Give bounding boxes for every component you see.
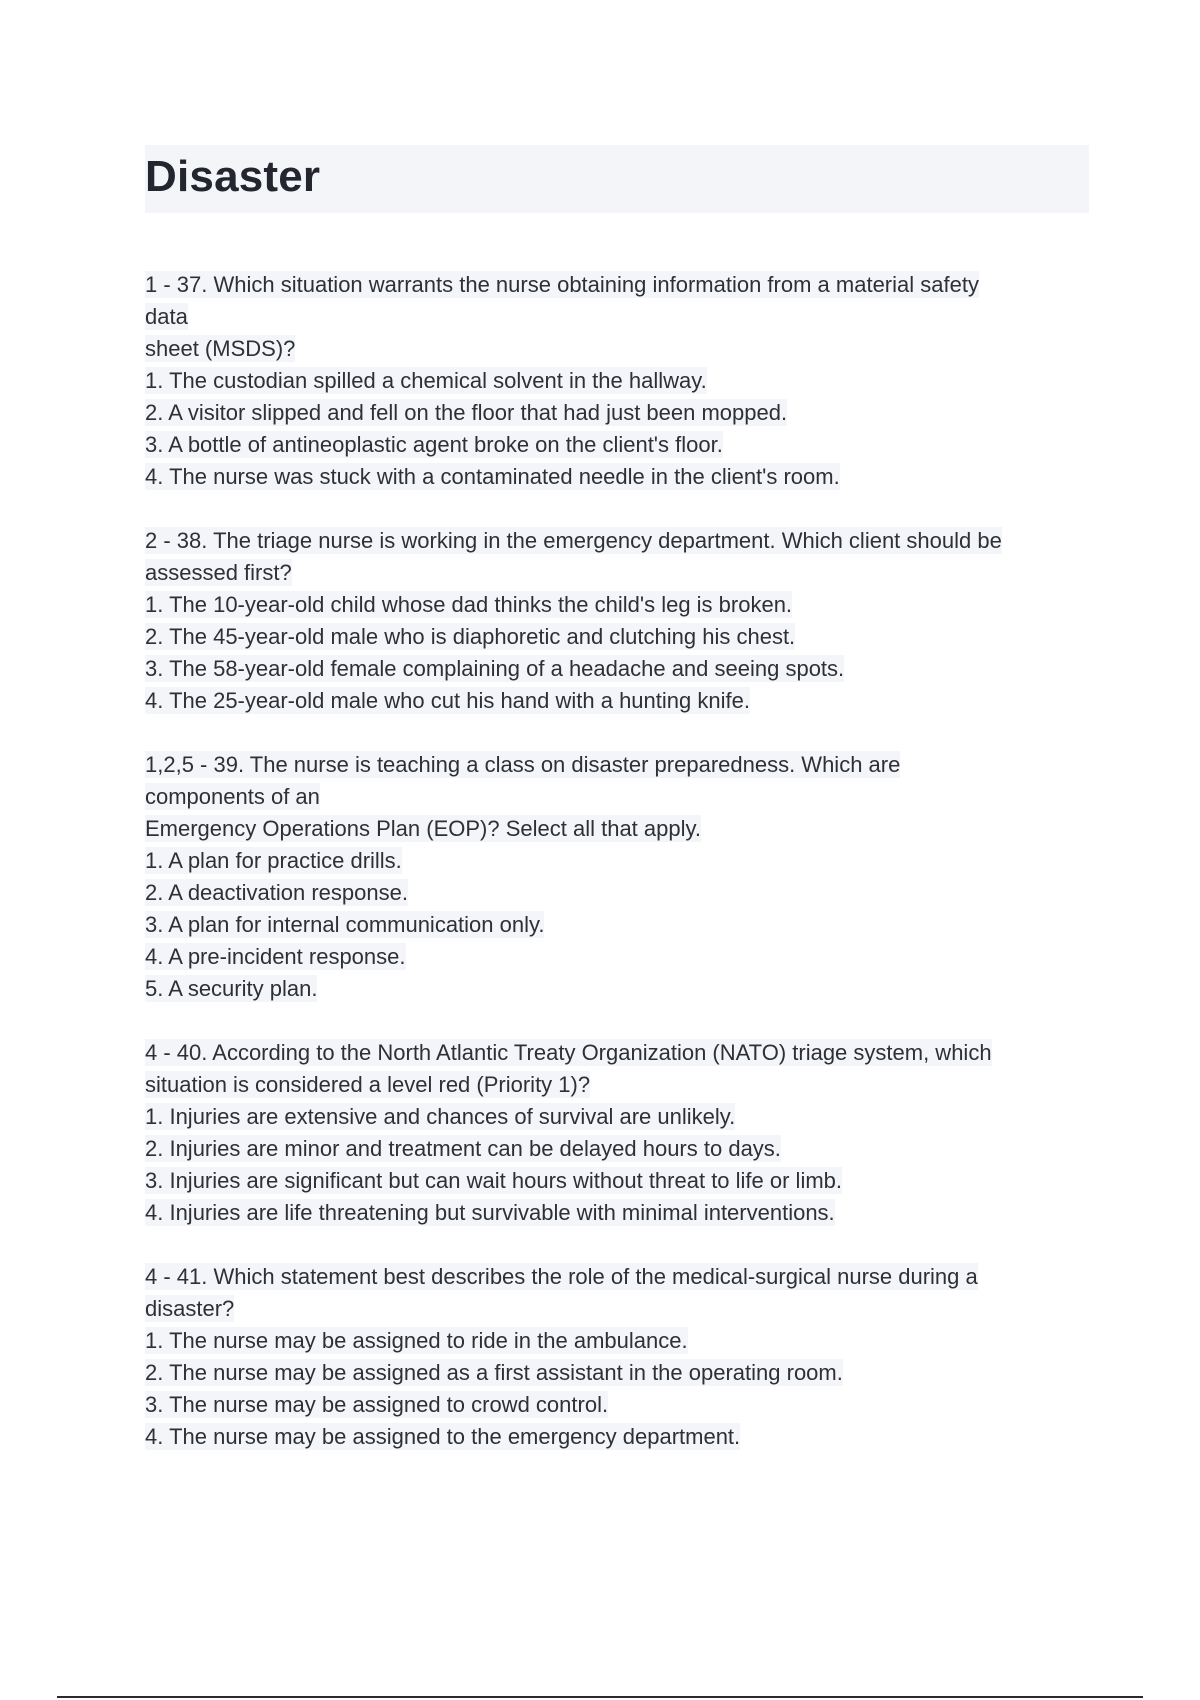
page-title: Disaster xyxy=(145,152,321,201)
answer-option: 2. A visitor slipped and fell on the floor that had just been mopped. xyxy=(145,400,788,425)
question-text-line: 2 - 38. The triage nurse is working in the emergency department. Which client should be xyxy=(145,528,1002,553)
question-text-line: data xyxy=(145,304,188,329)
answer-option: 4. The nurse was stuck with a contaminated needle in the client's room. xyxy=(145,464,840,489)
question-text-line: sheet (MSDS)? xyxy=(145,336,296,361)
answer-option: 2. The 45-year-old male who is diaphoretic and clutching his chest. xyxy=(145,624,796,649)
answer-option: 1. The 10-year-old child whose dad thinks the child's leg is broken. xyxy=(145,592,793,617)
question-41 xyxy=(145,1261,1095,1453)
answer-option: 4. The 25-year-old male who cut his hand with a hunting knife. xyxy=(145,688,750,713)
answer-option: 3. Injuries are significant but can wait hours without threat to life or limb. xyxy=(145,1168,843,1193)
question-text-line: Emergency Operations Plan (EOP)? Select all that apply. xyxy=(145,816,701,841)
question-38 xyxy=(145,525,1095,717)
answer-option: 3. The 58-year-old female complaining of a headache and seeing spots. xyxy=(145,656,845,681)
answer-option: 4. Injuries are life threatening but survivable with minimal interventions. xyxy=(145,1200,835,1225)
answer-option: 2. The nurse may be assigned as a first assistant in the operating room. xyxy=(145,1360,843,1385)
question-list xyxy=(145,269,1095,1485)
answer-option: 5. A security plan. xyxy=(145,976,318,1001)
question-text-line: 4 - 40. According to the North Atlantic Treaty Organization (NATO) triage system, which xyxy=(145,1040,992,1065)
question-text-line: situation is considered a level red (Priority 1)? xyxy=(145,1072,591,1097)
answer-option: 2. A deactivation response. xyxy=(145,880,408,905)
answer-option: 1. Injuries are extensive and chances of survival are unlikely. xyxy=(145,1104,736,1129)
question-39 xyxy=(145,749,1095,1005)
answer-option: 3. A plan for internal communication only. xyxy=(145,912,545,937)
question-text-line: 4 - 41. Which statement best describes the role of the medical-surgical nurse during a xyxy=(145,1264,978,1289)
footer-divider xyxy=(57,1696,1143,1698)
answer-option: 4. The nurse may be assigned to the emergency department. xyxy=(145,1424,741,1449)
question-37 xyxy=(145,269,1095,493)
question-text-line: 1 - 37. Which situation warrants the nurse obtaining information from a material safety xyxy=(145,272,979,297)
answer-option: 4. A pre-incident response. xyxy=(145,944,406,969)
question-text-line: components of an xyxy=(145,784,320,809)
answer-option: 3. A bottle of antineoplastic agent broke on the client's floor. xyxy=(145,432,723,457)
answer-option: 1. A plan for practice drills. xyxy=(145,848,402,873)
answer-option: 2. Injuries are minor and treatment can be delayed hours to days. xyxy=(145,1136,781,1161)
question-40 xyxy=(145,1037,1095,1229)
title-bar xyxy=(145,145,1089,213)
answer-option: 3. The nurse may be assigned to crowd control. xyxy=(145,1392,609,1417)
question-text-line: 1,2,5 - 39. The nurse is teaching a class on disaster preparedness. Which are xyxy=(145,752,901,777)
answer-option: 1. The custodian spilled a chemical solvent in the hallway. xyxy=(145,368,707,393)
question-text-line: assessed first? xyxy=(145,560,292,585)
question-text-line: disaster? xyxy=(145,1296,235,1321)
answer-option: 1. The nurse may be assigned to ride in the ambulance. xyxy=(145,1328,688,1353)
